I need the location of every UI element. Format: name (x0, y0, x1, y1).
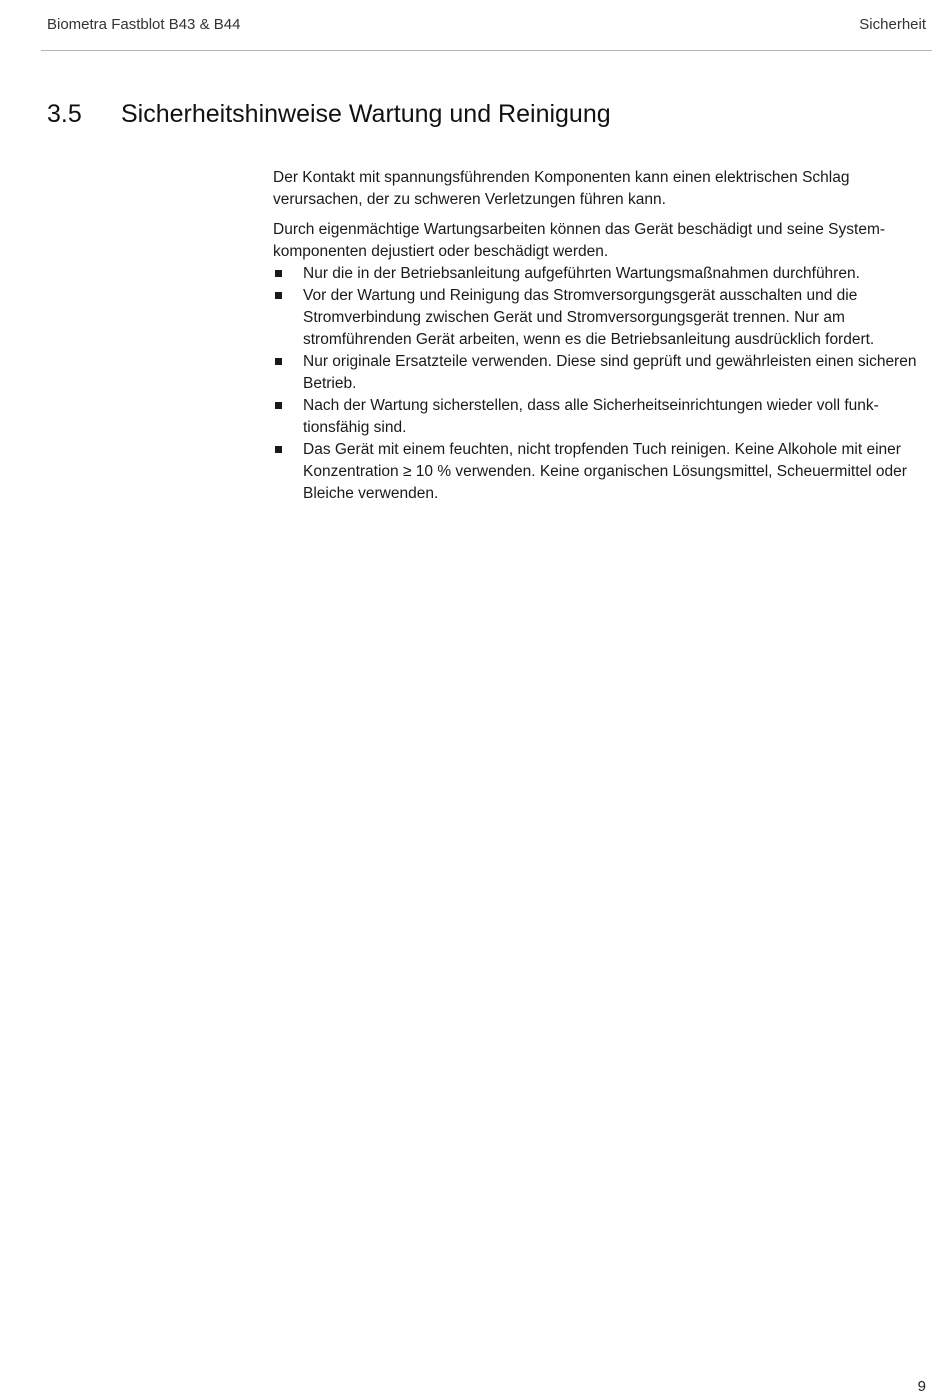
page-number: 9 (917, 1378, 926, 1395)
warning-paragraph: Durch eigenmächtige Wartungsarbeiten können das Gerät beschädigt und seine Systemkomponenten dejustiert oder beschädigt werden. (273, 221, 886, 260)
section-body (273, 167, 925, 505)
square-bullet-icon (275, 270, 282, 277)
square-bullet-icon (275, 402, 282, 409)
chapter-title: Sicherheit (859, 16, 926, 33)
page-header (0, 0, 950, 52)
list-item-text: Nach der Wartung sicherstellen, dass alle Sicherheitseinrichtungen wieder voll funktionsfähig sind. (303, 397, 879, 436)
section-number: 3.5 (47, 100, 82, 128)
list-item-text: Nur originale Ersatzteile verwenden. Diese sind geprüft und gewährleisten einen sicheren Betrieb. (303, 353, 917, 392)
list-item (273, 351, 925, 395)
section-title: Sicherheitshinweise Wartung und Reinigung (121, 100, 611, 128)
document-title: Biometra Fastblot B43 & B44 (47, 16, 241, 33)
square-bullet-icon (275, 446, 282, 453)
header-divider (41, 50, 932, 51)
square-bullet-icon (275, 292, 282, 299)
list-item (273, 395, 925, 439)
list-item-text: Das Gerät mit einem feuchten, nicht tropfenden Tuch reinigen. Keine Alkohole mit einer Konzentration ≥ 10 % verwenden. Keine organischen Lösungsmittel, Scheuermittel oder Bleiche verwenden. (303, 441, 907, 502)
warning-paragraph: Der Kontakt mit spannungsführenden Komponenten kann einen elektrischen Schlag verursachen, der zu schweren Verletzungen führen kann. (273, 169, 850, 208)
square-bullet-icon (275, 358, 282, 365)
list-item-text: Nur die in der Betriebsanleitung aufgeführten Wartungsmaßnahmen durchführen. (303, 265, 860, 282)
list-item (273, 263, 925, 285)
list-item (273, 285, 925, 351)
list-item-text: Vor der Wartung und Reinigung das Stromversorgungsgerät ausschalten und die Stromverbindung zwischen Gerät und Stromversorgungsgerät trennen. Nur am stromführenden Gerät arbeiten, wenn es die Betriebsanleitung ausdrücklich fordert. (303, 287, 875, 348)
instruction-list (273, 263, 925, 505)
list-item (273, 439, 925, 505)
